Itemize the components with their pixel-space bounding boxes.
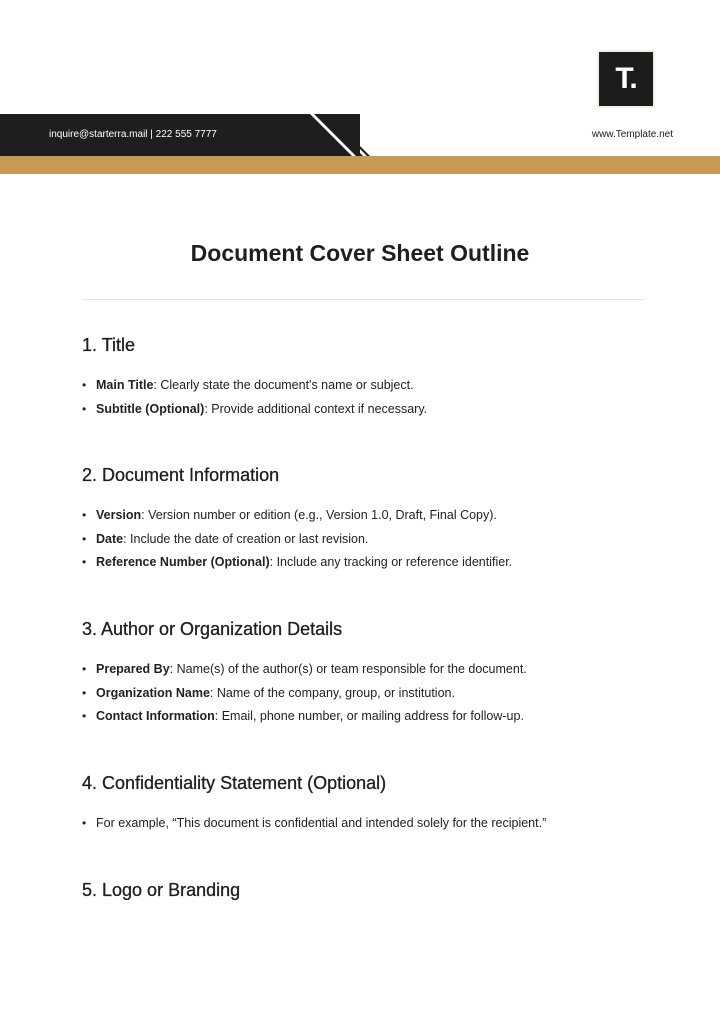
item-term: Prepared By: [96, 662, 170, 676]
bullet-icon: [82, 528, 96, 552]
item-text: : Email, phone number, or mailing address for follow-up.: [214, 709, 524, 723]
header-accent-bar: [0, 156, 720, 174]
list-item: [82, 528, 512, 552]
section-heading: 5. Logo or Branding: [82, 880, 241, 900]
header-diagonal-stripes: [300, 114, 380, 156]
item-text: : Name of the company, group, or institution.: [209, 685, 455, 700]
section-heading: 2. Document Information: [82, 465, 280, 485]
section-list: [82, 504, 512, 575]
bullet-icon: [82, 812, 96, 836]
list-item: [82, 374, 427, 398]
title-divider: [82, 299, 644, 300]
section-list: [82, 812, 546, 836]
document-title: Document Cover Sheet Outline: [190, 240, 530, 266]
brand-logo-mark: T.: [599, 52, 653, 106]
section-heading: 3. Author or Organization Details: [82, 619, 343, 639]
list-item: [82, 658, 527, 682]
item-term: Organization Name: [96, 685, 210, 700]
section-list: [82, 374, 427, 421]
item-text: : Provide additional context if necessary.: [204, 401, 428, 416]
item-term: Date: [96, 531, 124, 546]
item-term: Subtitle (Optional): [96, 401, 205, 416]
bullet-icon: [82, 398, 96, 422]
bullet-icon: [82, 682, 96, 706]
list-item: [82, 398, 427, 422]
item-text: For example, “This document is confidential and intended solely for the recipient.”: [96, 816, 547, 830]
bullet-icon: [82, 705, 96, 729]
list-item: [82, 551, 512, 575]
section-title: [82, 335, 427, 421]
item-text: : Include any tracking or reference identifier.: [269, 555, 513, 569]
section-logo-branding: [82, 880, 240, 901]
header-contact-info: inquire@starterra.mail | 222 555 7777: [49, 129, 217, 140]
bullet-icon: [82, 374, 96, 398]
list-item: [82, 504, 512, 528]
list-item: [82, 812, 546, 836]
section-heading: 1. Title: [82, 335, 136, 355]
item-term: Version: [96, 508, 142, 522]
section-confidentiality: [82, 773, 546, 836]
item-term: Main Title: [96, 378, 154, 392]
section-author-details: [82, 619, 527, 729]
bullet-icon: [82, 658, 96, 682]
item-term: Reference Number (Optional): [96, 555, 270, 569]
section-document-information: [82, 465, 512, 575]
item-text: : Clearly state the document's name or subject.: [153, 378, 414, 392]
brand-logo: [597, 50, 655, 108]
section-heading: 4. Confidentiality Statement (Optional): [82, 773, 387, 793]
section-list: [82, 658, 527, 729]
item-text: : Name(s) of the author(s) or team responsible for the document.: [169, 662, 527, 676]
bullet-icon: [82, 504, 96, 528]
list-item: [82, 705, 527, 729]
item-term: Contact Information: [96, 709, 215, 723]
bullet-icon: [82, 551, 96, 575]
item-text: : Include the date of creation or last revision.: [123, 531, 369, 546]
item-text: : Version number or edition (e.g., Version 1.0, Draft, Final Copy).: [141, 508, 497, 522]
list-item: [82, 682, 527, 706]
header-website[interactable]: www.Template.net: [591, 129, 673, 140]
